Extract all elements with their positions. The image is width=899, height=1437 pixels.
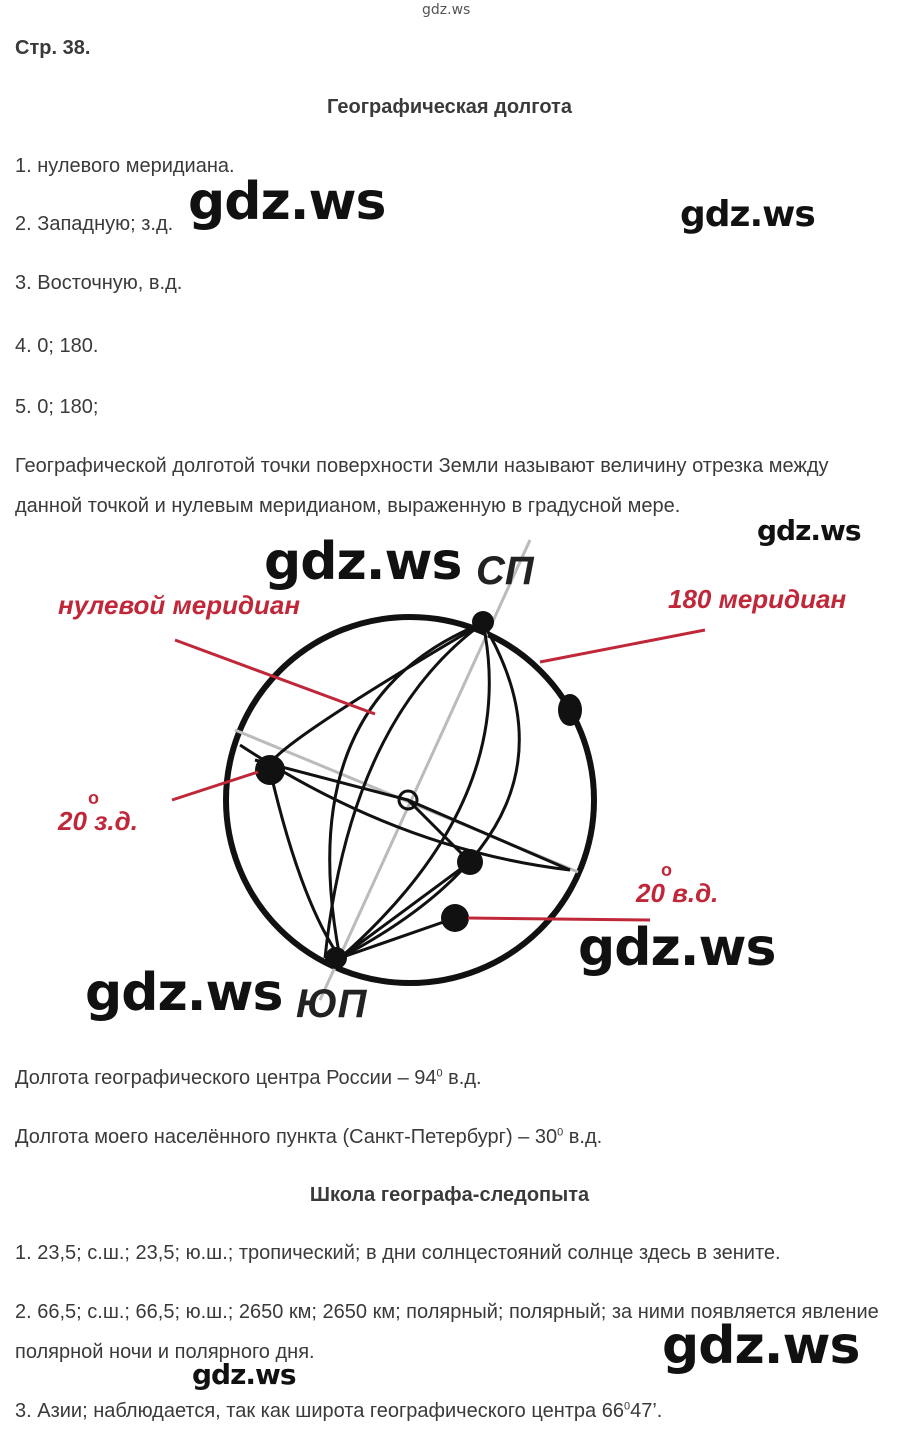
label-20-west: 20 з.д.: [58, 806, 138, 836]
section-title-school: Школа географа-следопыта: [309, 1184, 590, 1206]
answer-item-1: 1. нулевого меридиана.: [15, 155, 235, 177]
page-label: Стр. 38.: [15, 37, 91, 59]
equator-east: [408, 800, 570, 870]
point-180: [558, 694, 582, 726]
watermark: gdz.ws: [757, 514, 861, 547]
degree-mark-east: о: [661, 860, 672, 880]
earth-axis: [320, 540, 530, 1000]
hometown-longitude: Долгота моего населённого пункта (Санкт-Петербург) – $30^0$ в.д.: [15, 1126, 603, 1148]
school-item-1: 1. 23,5; с.ш.; 23,5; ю.ш.; тропический; в дни солнцестояний солнце здесь в зените.: [15, 1242, 781, 1264]
label-20-east: 20 в.д.: [636, 878, 719, 908]
label-south-pole: ЮП: [296, 982, 367, 1026]
watermark: gdz.ws: [578, 918, 776, 978]
definition-paragraph: Географической долготой точки поверхности Земли называют величину отрезка между данной точкой и нулевым меридианом, выраженную в градусной мере.: [15, 455, 829, 517]
watermark: gdz.ws: [188, 172, 386, 232]
point-center: [457, 849, 483, 875]
watermark: gdz.ws: [264, 532, 462, 592]
watermark: gdz.ws: [662, 1316, 860, 1376]
watermark: gdz.ws: [192, 1358, 296, 1391]
pointer-180-meridian: [540, 630, 705, 662]
pointer-20-west: [172, 772, 258, 800]
school-item-2: 2. 66,5; с.ш.; 66,5; ю.ш.; 2650 км; 2650 км; полярный; полярный; за ними появляется явление полярной ночи и полярного дня.: [15, 1301, 879, 1363]
label-180-meridian: 180 меридиан: [668, 584, 847, 614]
watermark: gdz.ws: [85, 963, 283, 1023]
pointer-zero-meridian: [175, 640, 375, 714]
label-zero-meridian: нулевой меридиан: [58, 590, 301, 620]
russia-center-longitude: Долгота географического центра России – $94^0$ в.д.: [15, 1067, 482, 1089]
meridian-west-arc: [268, 623, 483, 770]
label-north-pole: СП: [476, 549, 534, 593]
north-pole-point: [472, 611, 494, 633]
section-title-longitude: Географическая долгота: [327, 96, 572, 118]
degree-mark-west: о: [88, 788, 99, 808]
answer-item-4: 4. 0; 180.: [15, 335, 99, 357]
school-item-3: 3. Азии; наблюдается, так как широта географического центра $66^047$’.: [15, 1400, 663, 1422]
point-20-west: [255, 755, 285, 785]
point-20-east: [441, 904, 469, 932]
answer-item-5: 5. 0; 180;: [15, 396, 99, 418]
south-pole-point: [325, 947, 347, 969]
watermark-top: gdz.ws: [422, 2, 471, 18]
watermark: gdz.ws: [680, 194, 815, 235]
answer-item-3: 3. Восточную, в.д.: [15, 272, 183, 294]
answer-item-2: 2. Западную; з.д.: [15, 213, 174, 235]
